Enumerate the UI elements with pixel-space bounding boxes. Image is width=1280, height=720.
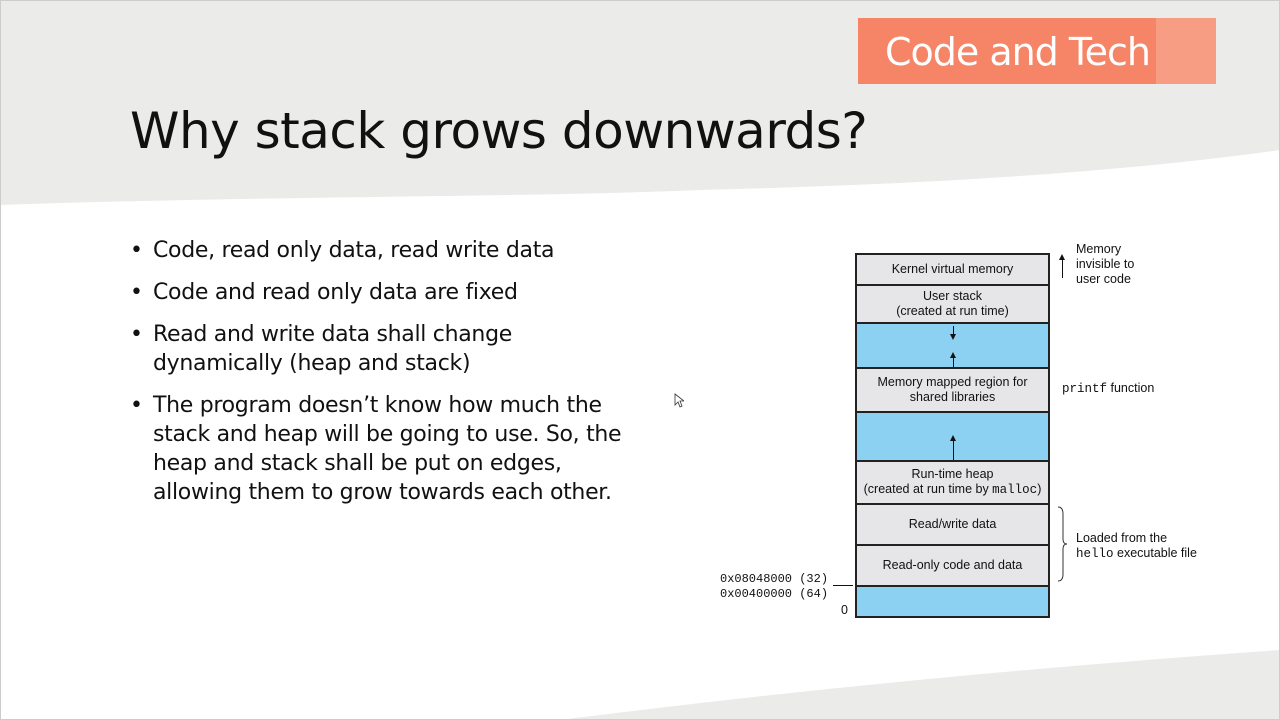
segment-label: (created at run time) bbox=[896, 304, 1009, 318]
segment-label: User stack bbox=[922, 289, 983, 303]
invisible-memory-note: Memory invisible to user code bbox=[1076, 242, 1135, 286]
bullet-item: • Code and read only data are fixed bbox=[130, 278, 650, 307]
segment-label: Run-time heap bbox=[911, 467, 994, 481]
printf-note bbox=[1062, 381, 1154, 397]
segment-kernel bbox=[857, 255, 1048, 286]
segment-user-stack bbox=[857, 286, 1048, 324]
loaded-label: executable file bbox=[1113, 546, 1197, 560]
segment-rw-data bbox=[857, 505, 1048, 546]
brand-badge bbox=[858, 18, 1216, 84]
arrow-up-icon bbox=[953, 356, 954, 367]
segment-label: ) bbox=[1037, 482, 1042, 496]
arrow-down-icon bbox=[953, 326, 954, 336]
bullet-list bbox=[130, 236, 650, 520]
hello-code: hello bbox=[1076, 547, 1114, 561]
mouse-cursor-icon bbox=[674, 393, 684, 408]
free-region-heap bbox=[857, 413, 1048, 462]
segment-heap bbox=[857, 462, 1048, 505]
segment-label: Read/write data bbox=[908, 517, 997, 531]
address-32: 0x08048000 (32) bbox=[720, 572, 829, 586]
arrow-up-icon bbox=[953, 439, 954, 460]
free-region-bottom bbox=[857, 587, 1048, 616]
brace-icon bbox=[1056, 506, 1070, 582]
address-64: 0x00400000 (64) bbox=[720, 587, 829, 601]
bullet-item: • Code, read only data, read write data bbox=[130, 236, 650, 265]
loaded-label: Loaded from the bbox=[1076, 531, 1168, 545]
printf-code: printf bbox=[1062, 382, 1108, 396]
segment-label: (created at run time by bbox=[863, 482, 993, 496]
address-zero: 0 bbox=[841, 603, 848, 617]
memory-layout-diagram bbox=[855, 253, 1050, 618]
arrow-up-icon bbox=[1062, 258, 1063, 278]
brand-label: Code and Tech bbox=[884, 30, 1150, 74]
bullet-item: • Read and write data shall change dynamically (heap and stack) bbox=[130, 320, 530, 378]
segment-label: Read-only code and data bbox=[882, 558, 1023, 572]
address-arrow-icon bbox=[833, 585, 853, 586]
malloc-code: malloc bbox=[992, 483, 1038, 497]
bullet-item: • The program doesn’t know how much the stack and heap will be going to use. So, the heap and stack shall be put on edges, allowing them to grow towards each other. bbox=[130, 391, 630, 507]
segment-mmap bbox=[857, 369, 1048, 413]
loaded-note bbox=[1076, 531, 1197, 562]
segment-label: Memory mapped region for bbox=[877, 375, 1028, 389]
printf-label: function bbox=[1107, 381, 1155, 395]
segment-ro-code bbox=[857, 546, 1048, 587]
segment-label: shared libraries bbox=[909, 390, 996, 404]
slide-title: Why stack grows downwards? bbox=[130, 102, 868, 160]
free-region-stack bbox=[857, 324, 1048, 369]
segment-label: Kernel virtual memory bbox=[891, 262, 1014, 276]
